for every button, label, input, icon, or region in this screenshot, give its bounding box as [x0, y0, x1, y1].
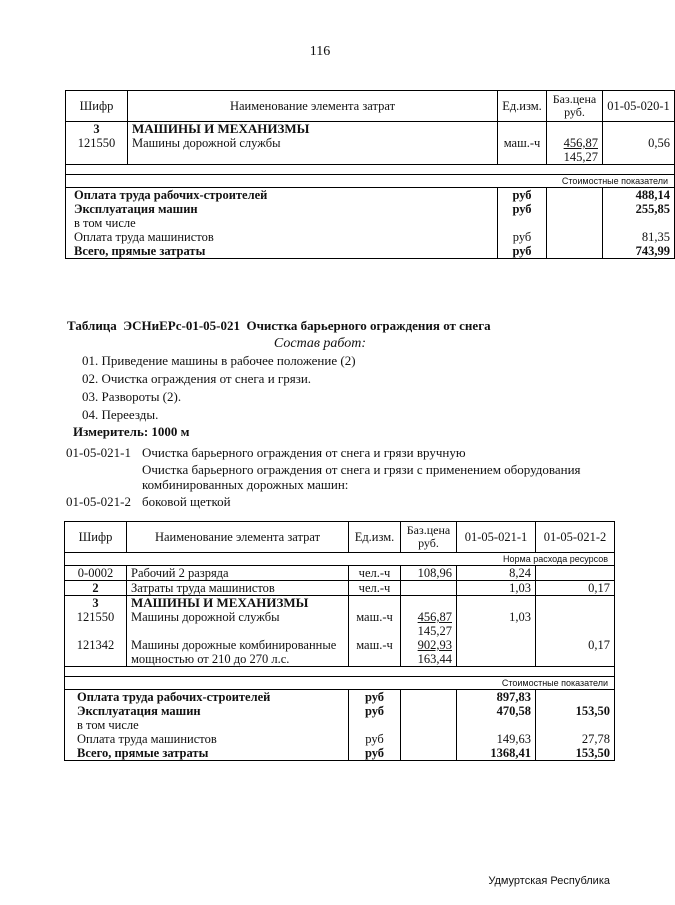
- row-unit: чел.-ч: [349, 581, 401, 596]
- table-title: Таблица ЭСНиЕРс-01-05-021 Очистка барьерного ограждения от снега: [67, 318, 491, 333]
- total-name: Эксплуатация машин: [66, 202, 498, 216]
- total-value-1: 1368,41: [457, 746, 536, 761]
- row-value: 0,56: [603, 136, 675, 165]
- table-header-row: [66, 91, 675, 122]
- row-price-bottom: 145,27: [417, 624, 452, 638]
- row-name: Машины дорожные комбинированные: [131, 638, 337, 652]
- cost-table-2: [64, 521, 615, 761]
- total-value-1: 897,83: [457, 690, 536, 705]
- total-row: [65, 732, 615, 746]
- total-value-2: 153,50: [536, 704, 615, 718]
- total-unit: руб: [498, 188, 547, 203]
- table-row: [66, 136, 675, 165]
- row-code: 121550: [66, 136, 128, 165]
- total-value-1: 149,63: [457, 732, 536, 746]
- header-name: Наименование элемента затрат: [127, 522, 349, 553]
- row-price-bottom: 163,44: [417, 652, 452, 666]
- footer-region: Удмуртская Республика: [488, 875, 610, 887]
- row-price: 108,96: [401, 566, 457, 581]
- row-price-top: 456,87: [563, 136, 598, 150]
- item-desc-common: комбинированных дорожных машин:: [142, 477, 349, 492]
- row-value-2: [536, 566, 615, 581]
- row-price: [401, 581, 457, 596]
- total-row: [66, 244, 675, 259]
- section-row: [66, 122, 675, 137]
- total-row: [66, 216, 675, 230]
- total-value: 743,99: [603, 244, 675, 259]
- total-value-1: 470,58: [457, 704, 536, 718]
- total-name: Оплата труда машинистов: [66, 230, 498, 244]
- total-row: [65, 690, 615, 705]
- work-item: 04. Переезды.: [82, 407, 159, 422]
- header-col1: 01-05-021-1: [457, 522, 536, 553]
- header-price: Баз.цена руб.: [547, 91, 603, 122]
- table-row: [65, 610, 615, 638]
- row-value-1: 8,24: [457, 566, 536, 581]
- header-price: Баз.цена руб.: [401, 522, 457, 553]
- row-unit: чел.-ч: [349, 566, 401, 581]
- total-unit: руб: [498, 244, 547, 259]
- row-value-2: 0,17: [536, 638, 615, 667]
- row-value-1: 1,03: [457, 610, 536, 638]
- row-code: 2: [65, 581, 127, 596]
- header-unit: Ед.изм.: [498, 91, 547, 122]
- total-value: 488,14: [603, 188, 675, 203]
- total-name: Всего, прямые затраты: [65, 746, 349, 761]
- row-name: Машины дорожной службы: [128, 136, 498, 165]
- total-unit: руб: [349, 704, 401, 718]
- row-code: 121342: [65, 638, 127, 667]
- table-row: [65, 581, 615, 596]
- header-unit: Ед.изм.: [349, 522, 401, 553]
- row-value-2: 0,17: [536, 581, 615, 596]
- subheader-cost: Стоимостные показатели: [65, 677, 615, 690]
- total-value: 81,35: [603, 230, 675, 244]
- total-row: [66, 230, 675, 244]
- total-name: Оплата труда машинистов: [65, 732, 349, 746]
- row-name: Рабочий 2 разряда: [127, 566, 349, 581]
- row-price-top: 902,93: [417, 638, 452, 652]
- section-name: МАШИНЫ И МЕХАНИЗМЫ: [128, 122, 498, 137]
- measure-unit: Измеритель: 1000 м: [73, 424, 190, 439]
- table-header-row: [65, 522, 615, 553]
- work-item: 01. Приведение машины в рабочее положение (2): [82, 353, 356, 368]
- row-code: 121550: [65, 610, 127, 638]
- total-name: в том числе: [66, 216, 498, 230]
- header-code: Шифр: [66, 91, 128, 122]
- total-row: [66, 188, 675, 203]
- item-code: 01-05-021-2: [66, 494, 131, 509]
- row-price-bottom: 145,27: [563, 150, 598, 164]
- total-row: [65, 718, 615, 732]
- section-code: 3: [65, 596, 127, 611]
- header-name: Наименование элемента затрат: [128, 91, 498, 122]
- row-value-1: 1,03: [457, 581, 536, 596]
- table-row: [65, 566, 615, 581]
- total-row: [65, 746, 615, 761]
- item-desc: Очистка барьерного ограждения от снега и грязи вручную: [142, 445, 466, 460]
- total-value-2: [536, 690, 615, 705]
- item-code: 01-05-021-1: [66, 445, 131, 460]
- total-value-2: 153,50: [536, 746, 615, 761]
- subheader-norm: Норма расхода ресурсов: [65, 553, 615, 566]
- total-name: в том числе: [65, 718, 349, 732]
- total-row: [65, 704, 615, 718]
- total-row: [66, 202, 675, 216]
- row-value-2: [536, 610, 615, 638]
- total-unit: руб: [349, 690, 401, 705]
- total-name: Оплата труда рабочих-строителей: [66, 188, 498, 203]
- work-item: 03. Развороты (2).: [82, 389, 182, 404]
- row-code: 0-0002: [65, 566, 127, 581]
- row-name: Машины дорожной службы: [127, 610, 349, 638]
- item-desc: боковой щеткой: [142, 494, 231, 509]
- row-name: Затраты труда машинистов: [127, 581, 349, 596]
- header-code: Шифр: [65, 522, 127, 553]
- total-value-2: 27,78: [536, 732, 615, 746]
- total-value: 255,85: [603, 202, 675, 216]
- cost-table-1: [65, 90, 675, 259]
- works-title: Состав работ:: [273, 336, 367, 351]
- total-unit: руб: [498, 202, 547, 216]
- header-col2: 01-05-021-2: [536, 522, 615, 553]
- section-name: МАШИНЫ И МЕХАНИЗМЫ: [127, 596, 349, 611]
- total-unit: руб: [498, 230, 547, 244]
- row-price-top: 456,87: [417, 610, 452, 624]
- item-desc-common: Очистка барьерного ограждения от снега и грязи с применением оборудования: [142, 462, 581, 477]
- header-col1: 01-05-020-1: [603, 91, 675, 122]
- table-row: [65, 638, 615, 667]
- total-name: Оплата труда рабочих-строителей: [65, 690, 349, 705]
- row-unit: маш.-ч: [349, 638, 401, 667]
- row-unit: маш.-ч: [498, 136, 547, 165]
- subheader-cost: Стоимостные показатели: [66, 175, 675, 188]
- row-name-cont: мощностью от 210 до 270 л.с.: [131, 652, 290, 666]
- total-name: Всего, прямые затраты: [66, 244, 498, 259]
- section-code: 3: [66, 122, 128, 137]
- total-unit: руб: [349, 732, 401, 746]
- row-unit: маш.-ч: [349, 610, 401, 638]
- work-item: 02. Очистка ограждения от снега и грязи.: [82, 371, 312, 386]
- row-value-1: [457, 638, 536, 667]
- page-number: 116: [309, 44, 331, 59]
- total-name: Эксплуатация машин: [65, 704, 349, 718]
- total-unit: руб: [349, 746, 401, 761]
- section-row: [65, 596, 615, 611]
